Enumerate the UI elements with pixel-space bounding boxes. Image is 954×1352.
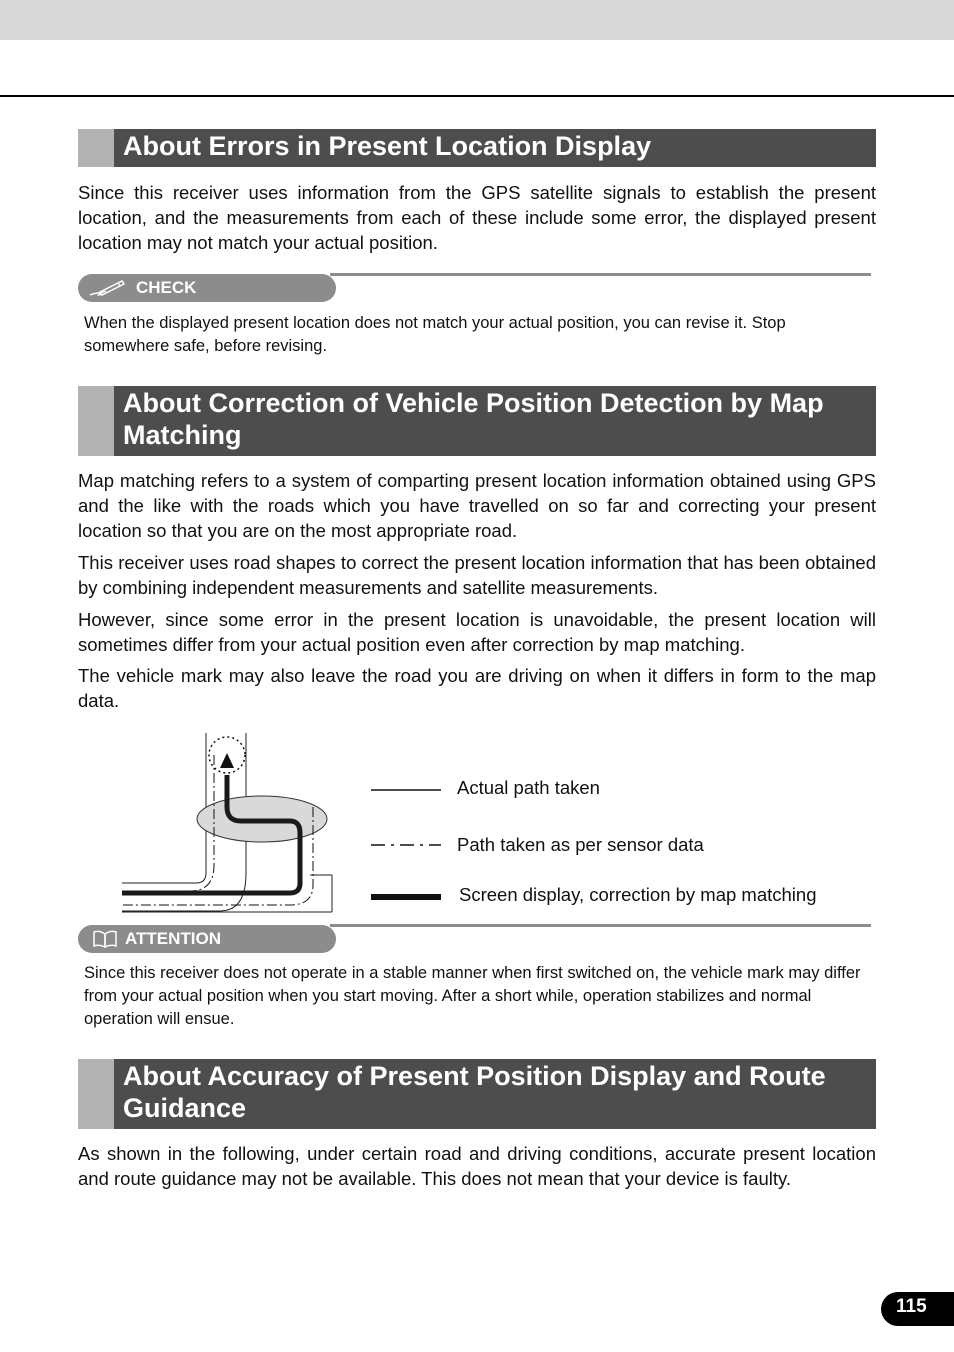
map-matching-diagram xyxy=(110,725,350,920)
legend-line-sensor xyxy=(370,839,442,851)
header-rule xyxy=(0,95,954,97)
map-matching-paragraph-2: This receiver uses road shapes to correct the present location information that has been obtained by combining independent measurements and satellite measurements. xyxy=(78,552,876,598)
check-label xyxy=(78,274,336,302)
page-number: 115 xyxy=(881,1292,954,1326)
attention-label-text: ATTENTION xyxy=(125,929,222,948)
legend-line-actual xyxy=(370,784,442,796)
heading-tab xyxy=(78,1059,114,1129)
heading-tab xyxy=(78,129,114,167)
top-banner xyxy=(0,0,954,40)
attention-label xyxy=(78,925,336,953)
heading-title: About Correction of Vehicle Position Detection by Map Matching xyxy=(123,388,824,450)
attention-rule xyxy=(330,924,871,927)
heading-title: About Accuracy of Present Position Display and Route Guidance xyxy=(123,1061,826,1123)
accuracy-paragraph: As shown in the following, under certain road and driving conditions, accurate present location and route guidance may not be available. This does not mean that your device is faulty. xyxy=(78,1143,876,1189)
map-matching-paragraph-1: Map matching refers to a system of comparting present location information obtained using GPS and the like with the roads which you have travelled on so far and correcting your present location so that you are on the most appropriate road. xyxy=(78,470,876,541)
check-rule xyxy=(330,273,871,276)
errors-paragraph: Since this receiver uses information from the GPS satellite signals to establish the present location, and the measurements from each of these include some error, the displayed present location may not match your actual position. xyxy=(78,182,876,253)
heading-title: About Errors in Present Location Display xyxy=(123,131,652,161)
vehicle-arrow-icon xyxy=(220,753,234,768)
heading-tab xyxy=(78,386,114,456)
road-outer-edge xyxy=(122,733,206,883)
section-heading-errors xyxy=(78,129,876,167)
legend-label-actual: Actual path taken xyxy=(457,777,600,798)
attention-text: Since this receiver does not operate in a stable manner when first switched on, the vehicle mark may differ from your actual position when you start moving. After a short while, operation stabilizes and normal operation will ensue. xyxy=(84,964,861,1028)
map-matching-paragraph-3: However, since some error in the present location is unavoidable, the present location will sometimes differ from your actual position even after correction by map matching. xyxy=(78,609,876,655)
check-text: When the displayed present location does not match your actual position, you can revise it. Stop somewhere safe, before revising. xyxy=(84,314,786,355)
legend-label-corrected: Screen display, correction by map matching xyxy=(459,884,817,905)
section-heading-map-matching xyxy=(78,386,876,456)
check-label-text: CHECK xyxy=(136,278,197,297)
map-matching-paragraph-4: The vehicle mark may also leave the road you are driving on when it differs in form to the map data. xyxy=(78,665,876,711)
book-icon xyxy=(92,930,118,948)
section-heading-accuracy xyxy=(78,1059,876,1129)
legend-line-corrected xyxy=(370,890,442,904)
pencil-icon xyxy=(88,278,126,298)
legend-label-sensor: Path taken as per sensor data xyxy=(457,834,704,855)
